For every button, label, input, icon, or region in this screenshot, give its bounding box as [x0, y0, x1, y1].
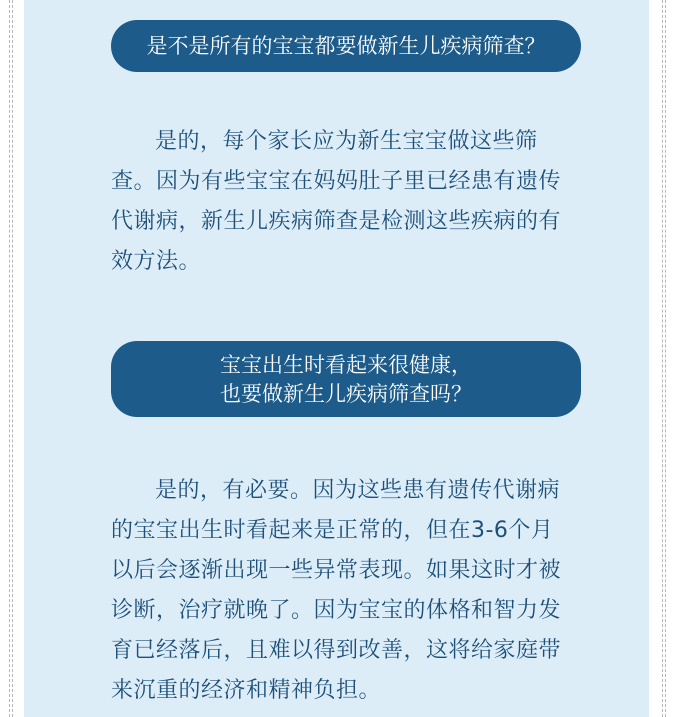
answer-1-line: 效方法。 — [111, 249, 202, 274]
answer-2-line: 以后会逐渐出现一些异常表现。如果这时才被 — [111, 558, 562, 583]
question-1-line-1: 是不是所有的宝宝都要做新生儿疾病筛查？ — [146, 34, 546, 58]
answer-block-1 — [111, 122, 591, 282]
question-2-line-2: 也要做新生儿疾病筛查吗？ — [220, 382, 472, 406]
right-dashed-border — [662, 0, 663, 717]
question-banner-2 — [111, 341, 581, 417]
answer-2-line: 育已经落后，且难以得到改善，这将给家庭带 — [111, 638, 562, 663]
question-banner-1 — [111, 20, 581, 72]
answer-block-2 — [111, 471, 591, 711]
answer-1-line: 代谢病，新生儿疾病筛查是检测这些疾病的有 — [111, 209, 562, 234]
right-dashed-border-inner — [665, 0, 666, 717]
answer-2-line: 诊断，治疗就晚了。因为宝宝的体格和智力发 — [111, 598, 562, 623]
answer-1-line: 查。因为有些宝宝在妈妈肚子里已经患有遗传 — [111, 169, 562, 194]
left-dashed-border-inner — [12, 0, 13, 717]
answer-2-line: 的宝宝出生时看起来是正常的，但在3-6个月 — [111, 518, 554, 543]
question-2-line-1: 宝宝出生时看起来很健康， — [220, 353, 472, 377]
left-dashed-border — [9, 0, 10, 717]
answer-1-line: 是的，每个家长应为新生宝宝做这些筛 — [155, 129, 538, 154]
answer-2-line: 来沉重的经济和精神负担。 — [111, 678, 382, 703]
answer-2-line: 是的，有必要。因为这些患有遗传代谢病 — [155, 478, 561, 503]
